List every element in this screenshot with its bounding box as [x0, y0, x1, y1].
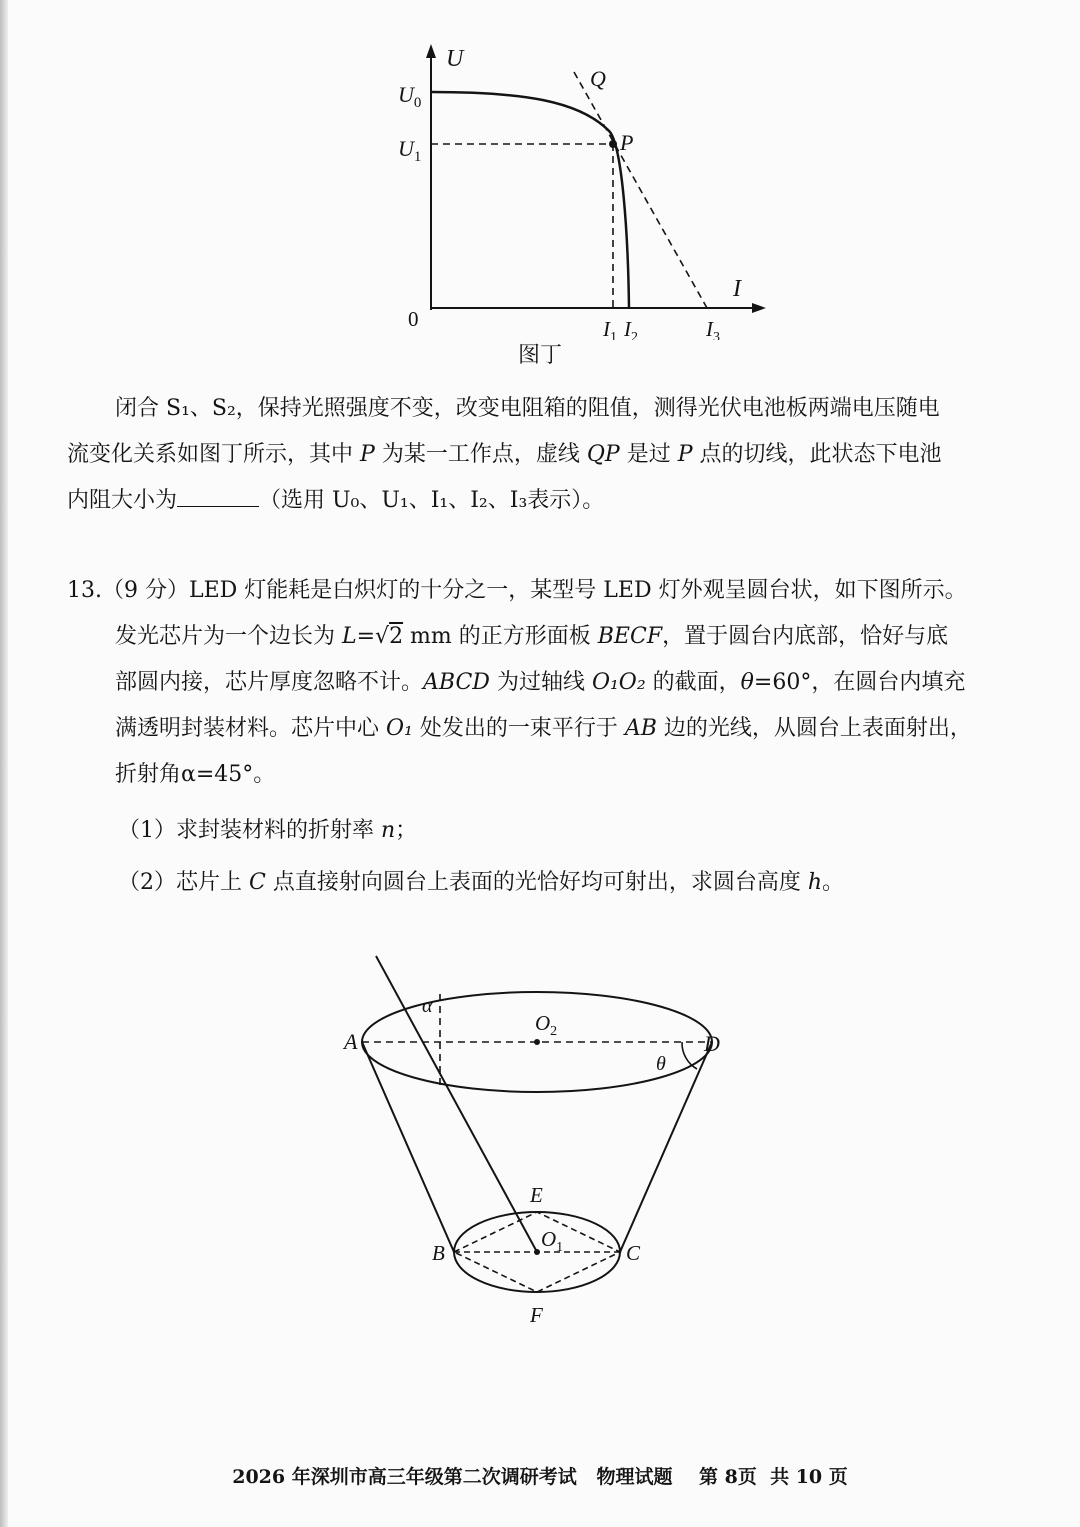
label-a: A [344, 1029, 358, 1054]
p-label: P [620, 130, 634, 155]
i1-label: $I_1$ [603, 317, 617, 340]
label-b: B [432, 1241, 445, 1265]
q12-line-3: 内阻大小为 （选用 U₀、U₁、I₁、I₂、I₃表示）。 [67, 488, 605, 513]
frustum-diagram [0, 940, 1080, 1340]
label-e: E [530, 1183, 543, 1207]
u-axis-arrow [426, 44, 436, 58]
q13-paragraph [67, 568, 1012, 798]
label-d: D [704, 1031, 720, 1056]
answer-blank[interactable] [177, 488, 259, 507]
light-ray [376, 956, 537, 1252]
o1-dot [534, 1249, 540, 1255]
q13-header: 13.（9 分）LED 灯能耗是白炽灯的十分之一，某型号 LED 灯外观呈圆台状，如下图所示。 [67, 578, 967, 603]
q-label: Q [590, 66, 606, 91]
label-o2: $O_2$ [535, 1011, 558, 1039]
q12-line-2: 流变化关系如图丁所示，其中 P 为某一工作点，虚线 QP 是过 P 点的切线，此状态下电池 [67, 442, 942, 467]
i3-label: $I_3$ [706, 317, 720, 340]
tangent-qp-line [574, 72, 707, 308]
label-alpha: α [422, 995, 433, 1017]
q13-line-3: 部圆内接，芯片厚度忽略不计。ABCD 为过轴线 O₁O₂ 的截面，θ=60°，在圆台内填充 [115, 670, 966, 695]
u-axis-label: U [446, 46, 464, 72]
o2-dot [534, 1039, 540, 1045]
point-p-dot [609, 140, 617, 148]
u0-label: $U_0$ [398, 82, 422, 111]
q13-line-5: 折射角α=45°。 [115, 762, 276, 787]
theta-arc [682, 1042, 697, 1069]
ui-graph [0, 0, 1080, 340]
i-axis-label: I [733, 276, 741, 302]
q12-paragraph [67, 386, 1012, 524]
label-f: F [530, 1303, 543, 1327]
origin-label: 0 [408, 307, 419, 331]
q13-line-4: 满透明封装材料。芯片中心 O₁ 处发出的一束平行于 AB 边的光线，从圆台上表面射出， [115, 716, 972, 741]
label-c: C [626, 1241, 641, 1265]
side-dc [620, 1042, 712, 1252]
label-theta: θ [656, 1053, 666, 1075]
q12-line-1: 闭合 S₁、S₂，保持光照强度不变，改变电阻箱的阻值，测得光伏电池板两端电压随电 [115, 396, 940, 421]
i2-label: $I_2$ [624, 317, 638, 340]
q13-line-2: 发光芯片为一个边长为 L=√2 mm 的正方形面板 BECF，置于圆台内底部，恰好与底 [115, 624, 949, 649]
q13-subquestion-2: （2）芯片上 C 点直接射向圆台上表面的光恰好均可射出，求圆台高度 h。 [118, 870, 845, 895]
u-i-curve [431, 92, 629, 308]
u1-label: $U_1$ [398, 136, 422, 165]
q13-subquestion-1: （1）求封装材料的折射率 n； [118, 818, 418, 843]
i-axis-arrow [752, 303, 766, 313]
figure-caption: 图丁 [517, 343, 562, 368]
label-o1: $O_1$ [541, 1227, 564, 1255]
page-footer: 2026 年深圳市高三年级第二次调研考试 物理试题 第 8页 共 10 页 [232, 1466, 848, 1488]
